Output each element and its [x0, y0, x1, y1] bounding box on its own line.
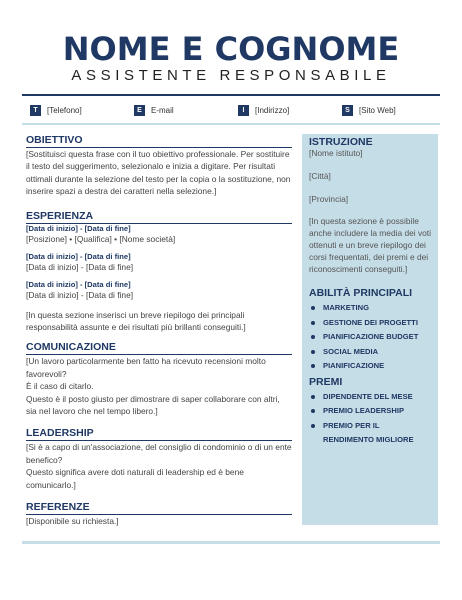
contact-phone-label: [Telefono]	[47, 105, 82, 115]
website-icon: S	[342, 105, 353, 116]
award-item: PREMIO LEADERSHIP	[309, 404, 431, 419]
experience-dates: [Data di inizio] - [Data di fine]	[26, 223, 131, 233]
experience-dates: [Data di inizio] - [Data di fine]	[26, 279, 131, 289]
bullet-icon	[311, 364, 315, 368]
footer-divider	[22, 541, 440, 544]
skill-item: PIANIFICAZIONE	[309, 359, 431, 374]
bullet-icon	[311, 306, 315, 310]
skill-item: PIANIFICAZIONE BUDGET	[309, 330, 431, 345]
experience-detail: [Posizione] • [Qualifica] • [Nome società]	[26, 233, 176, 244]
experience-entry	[26, 224, 292, 245]
skills-heading: ABILITÀ PRINCIPALI	[309, 287, 413, 300]
experience-summary: [In questa sezione inserisci un breve riepilogo dei principali responsabilità assunte e dei risultati più brillanti conseguiti.]	[26, 309, 246, 333]
contact-address-label: [Indirizzo]	[255, 105, 290, 115]
bullet-icon	[311, 424, 315, 428]
main-column	[26, 134, 292, 528]
education-province: [Provincia]	[309, 193, 349, 204]
experience-entry	[26, 252, 292, 273]
resume-name: NOME E COGNOME	[62, 30, 400, 68]
header-divider	[22, 94, 440, 96]
education-institute: [Nome istituto]	[309, 148, 363, 158]
leadership-line: [Si è a capo di un'associazione, del consiglio di condominio o di un ente benefico?	[26, 442, 292, 465]
award-item: DIPENDENTE DEL MESE	[309, 390, 431, 405]
contact-email-label: E-mail	[151, 105, 174, 115]
skill-item: GESTIONE DEI PROGETTI	[309, 316, 431, 331]
bullet-icon	[311, 409, 315, 413]
contact-website-label: [Sito Web]	[359, 105, 396, 115]
communication-line: È il caso di citarlo.	[26, 381, 94, 392]
awards-list	[309, 390, 431, 448]
references-heading: REFERENZE	[26, 501, 292, 515]
education-heading: ISTRUZIONE	[309, 136, 373, 148]
references-text: [Disponibile su richiesta.]	[26, 516, 119, 527]
awards-heading: PREMI	[309, 375, 343, 388]
experience-detail: [Data di inizio] - [Data di fine]	[26, 289, 134, 300]
education-text: [In questa sezione è possibile anche includere la media dei voti ottenuti e un breve riepilogo dei corsi frequentati, dei premi e dei riconoscimenti conseguiti.]	[309, 216, 431, 274]
leadership-line: Questo significa avere doti naturali di leadership ed è bene comunicarlo.]	[26, 467, 244, 490]
award-item: PREMIO PER IL RENDIMENTO MIGLIORE	[309, 419, 431, 448]
experience-entry	[26, 280, 292, 301]
email-icon: E	[134, 105, 145, 116]
communication-line: Questo è il posto giusto per dimostrare di saper collaborare con altri, sia nel lavoro che nel tempo libero.]	[26, 393, 280, 417]
sidebar	[302, 134, 438, 525]
experience-detail: [Data di inizio] - [Data di fine]	[26, 261, 134, 272]
experience-heading: ESPERIENZA	[26, 210, 292, 224]
contact-website	[342, 102, 396, 118]
resume-job-title: ASSISTENTE RESPONSABILE	[71, 67, 391, 84]
skills-list	[309, 301, 431, 374]
leadership-heading: LEADERSHIP	[26, 427, 292, 441]
skill-item: SOCIAL MEDIA	[309, 345, 431, 360]
bullet-icon	[311, 335, 315, 339]
communication-heading: COMUNICAZIONE	[26, 341, 292, 355]
contact-divider	[22, 123, 440, 125]
education-city: [Città]	[309, 170, 331, 181]
phone-icon: T	[30, 105, 41, 116]
bullet-icon	[311, 395, 315, 399]
contact-email	[134, 102, 174, 118]
address-icon: I	[238, 105, 249, 116]
bullet-icon	[311, 321, 315, 325]
objective-heading: OBIETTIVO	[26, 134, 292, 148]
experience-dates: [Data di inizio] - [Data di fine]	[26, 251, 131, 261]
skill-item: MARKETING	[309, 301, 431, 316]
contact-phone	[30, 102, 82, 118]
objective-text: [Sostituisci questa frase con il tuo obiettivo professionale. Per sostituire il testo del suggerimento, selezionalo e inizia a digitare. Per risultati ottimali durante la selezione del testo per la copia o la sostituzione, non inserire spazi a destra dei caratteri nella selezione.]	[26, 149, 291, 197]
communication-line: [Un lavoro particolarmente ben fatto ha ricevuto recensioni molto favorevoli?	[26, 356, 266, 379]
bullet-icon	[311, 350, 315, 354]
contact-address	[238, 102, 289, 118]
